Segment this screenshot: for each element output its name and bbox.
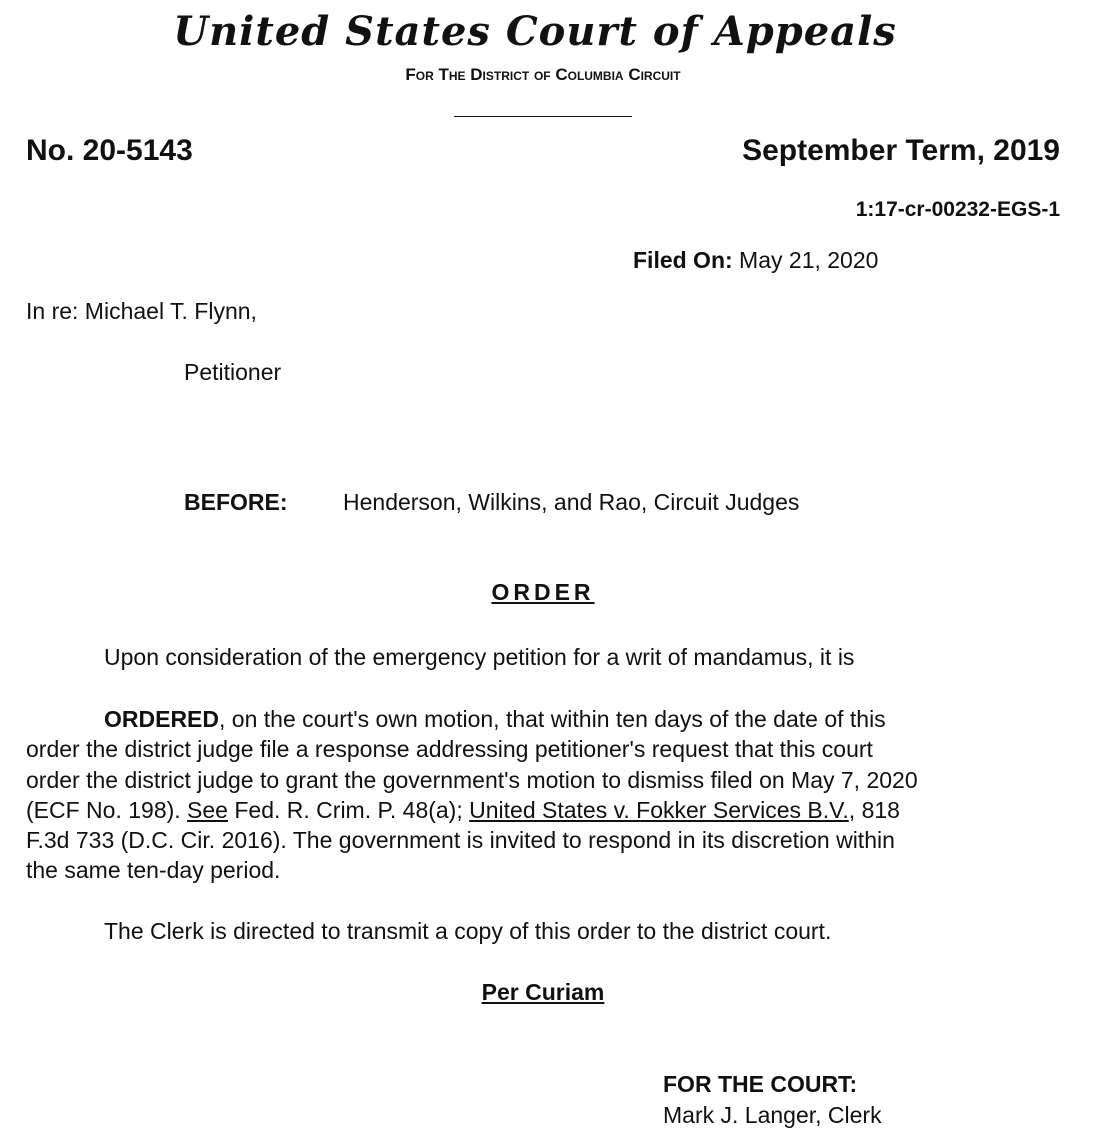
court-term: September Term, 2019 [742,134,1060,167]
order-consideration: Upon consideration of the emergency petition for a writ of mandamus, it is [104,644,855,670]
clerk-directive: The Clerk is directed to transmit a copy of this order to the district court. [104,918,832,944]
order-line-3: order the district judge to grant the government's motion to dismiss filed on May 7, 2020 [26,766,918,793]
order-line-2: order the district judge file a response addressing petitioner's request that this court [26,736,873,763]
lower-court-number: 1:17-cr-00232-EGS-1 [855,198,1060,221]
per-curiam: Per Curiam [481,979,605,1005]
panel-label: BEFORE: [184,489,288,515]
circuit-name: For The District of Columbia Circuit [405,65,681,84]
case-number: No. 20-5143 [26,134,193,167]
panel-judges: Henderson, Wilkins, and Rao, Circuit Judges [343,489,800,515]
filed-date: May 21, 2020 [732,247,879,273]
filed-label: Filed On: [633,247,733,273]
filed-on [633,247,878,274]
for-the-court: FOR THE COURT: [663,1071,858,1097]
order-paragraph [26,704,1066,886]
order-title: ORDER [491,579,595,605]
order-line-1: ORDERED, on the court's own motion, that within ten days of the date of this [104,706,886,732]
see-signal: See [187,796,228,823]
case-citation: United States v. Fokker Services B.V. [469,796,849,823]
caption-in-re: In re: Michael T. Flynn, [26,298,257,324]
order-line-6: the same ten-day period. [26,857,281,884]
clerk-name: Mark J. Langer, Clerk [663,1102,882,1128]
order-line-4: (ECF No. 198). See Fed. R. Crim. P. 48(a); United States v. Fokker Services B.V., 818 [26,796,900,823]
caption-role: Petitioner [184,359,282,385]
ordered-word: ORDERED [104,706,220,732]
header-divider [454,116,632,117]
order-line-5: F.3d 733 (D.C. Cir. 2016). The government is invited to respond in its discretion within [26,827,895,854]
court-name: United States Court of Appeals [173,8,897,55]
